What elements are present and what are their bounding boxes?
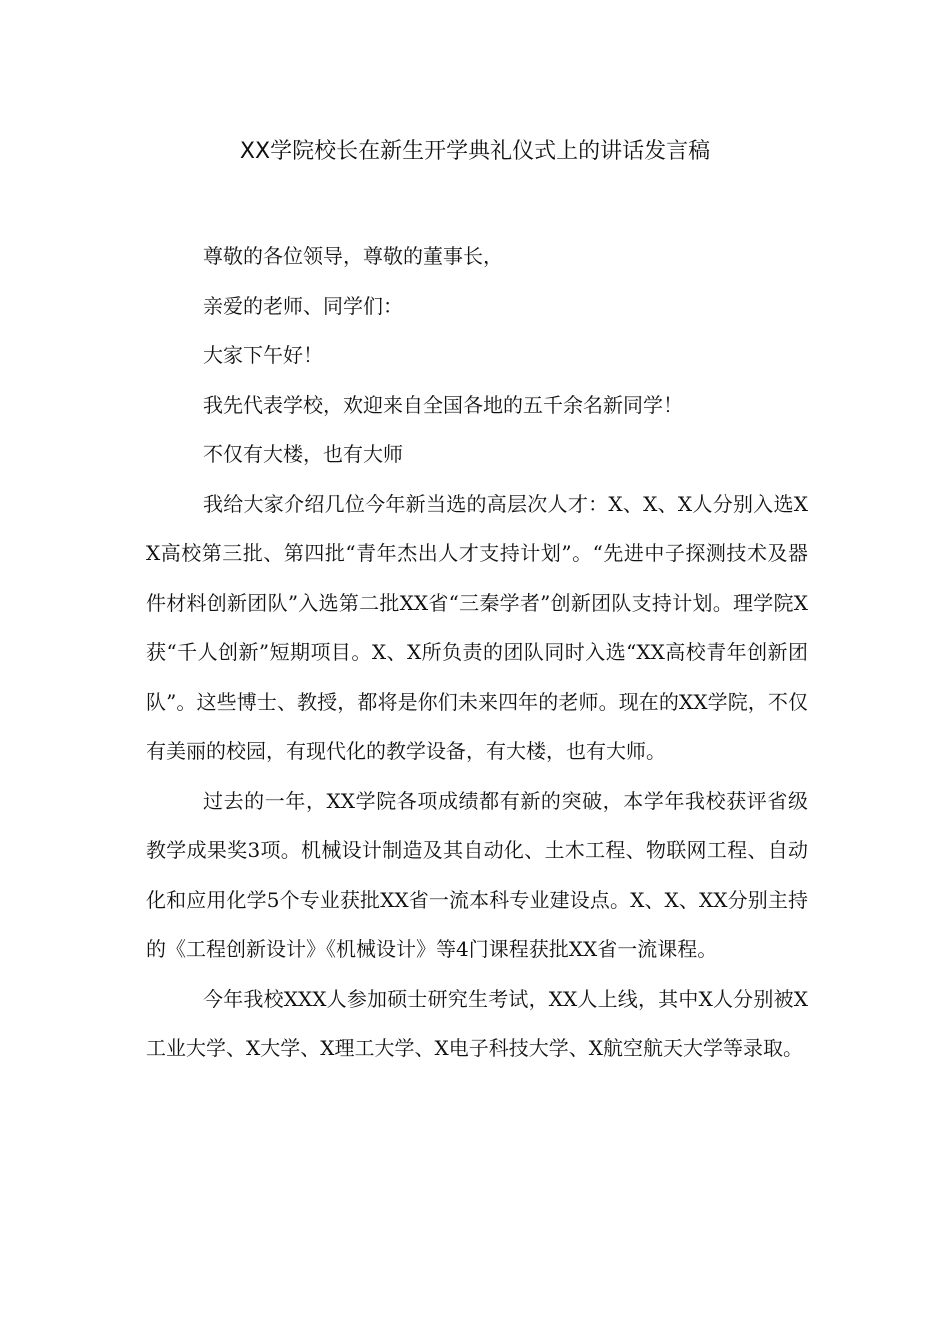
talent-paragraph: 我给大家介绍几位今年新当选的高层次人才：X、X、X人分别入选XX高校第三批、第四批“青年杰出人才支持计划”。“先进中子探测技术及器件材料创新团队”入选第二批XX省“三秦学者”创新团队支持计划。理学院X获“千人创新”短期项目。X、X所负责的团队同时入选“XX高校青年创新团队”。这些博士、教授，都将是你们未来四年的老师。现在的XX学院，不仅有美丽的校园，有现代化的教学设备，有大楼，也有大师。 <box>146 491 808 763</box>
salutation-teachers-students: 亲爱的老师、同学们： <box>203 293 403 318</box>
greeting: 大家下午好！ <box>203 343 323 367</box>
section-heading: 不仅有大楼，也有大师 <box>203 442 403 466</box>
document-body <box>146 232 808 1074</box>
welcome-paragraph: 我先代表学校，欢迎来自全国各地的五千余名新同学！ <box>203 392 683 417</box>
graduate-exam-paragraph: 今年我校XXX人参加硕士研究生考试，XX人上线，其中X人分别被X工业大学、X大学、X理工大学、X电子科技大学、X航空航天大学等录取。 <box>146 986 808 1060</box>
achievements-paragraph: 过去的一年，XX学院各项成绩都有新的突破，本学年我校获评省级教学成果奖3项。机械设计制造及其自动化、土木工程、物联网工程、自动化和应用化学5个专业获批XX省一流本科专业建设点。X、X、XX分别主持的《工程创新设计》《机械设计》等4门课程获批XX省一流课程。 <box>146 788 808 961</box>
salutation-leaders: 尊敬的各位领导，尊敬的董事长， <box>203 244 503 268</box>
document-title: XX学院校长在新生开学典礼仪式上的讲话发言稿 <box>239 139 711 164</box>
